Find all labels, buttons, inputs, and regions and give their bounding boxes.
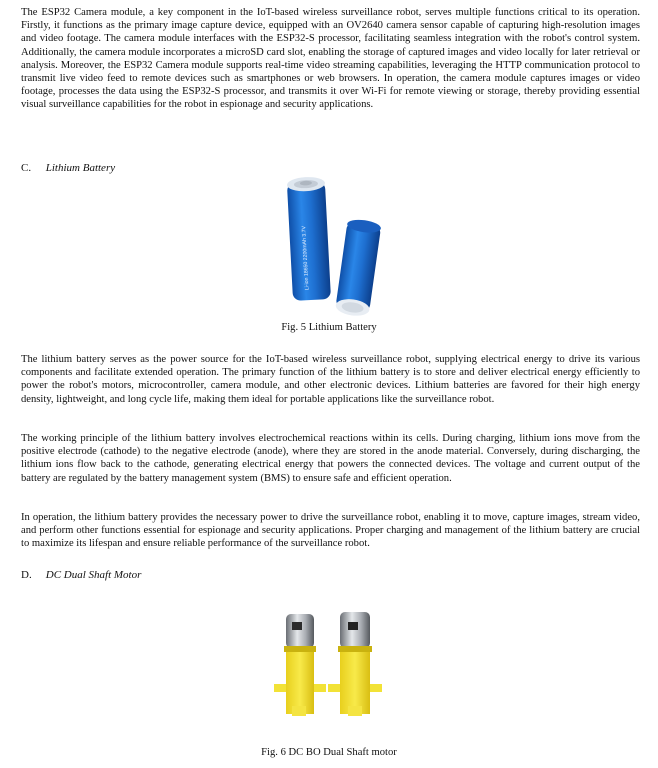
intro-paragraph: The ESP32 Camera module, a key component in the IoT-based wireless surveillance robot, serves multiple functions critical to its operation. Firstly, it functions as the primary image capture device, equipped with an OV2640 camera sensor capable of capturing high-resolution images and video footage. The camera module interfaces with the ESP32-S processor, facilitating seamless integration with the robot's control system. Additionally, the camera module incorporates a microSD card slot, enabling the storage of captured images and video locally for later retrieval or analysis. Moreover, the ESP32 Camera module supports real-time video streaming capabilities, leveraging the HTTP communication protocol to transmit live video feed to remote devices such as smartphones or web browsers. In operation, the camera module captures images or video footage, processes the data using the ESP32-S processor, and transmits it over Wi-Fi for remote viewing or storage, thereby providing essential visual surveillance capabilities for the robot in espionage and security applications. [21, 7, 640, 111]
battery-cell-right [335, 218, 382, 318]
battery-paragraph-3: In operation, the lithium battery provides the necessary power to drive the surveillance robot, enabling it to move, capture images, stream video, and perform other functions essential for espionage and security applications. Proper charging and management of the lithium battery are crucial to maximize its lifespan and ensure reliable performance of the surveillance robot. [21, 512, 640, 550]
section-d-number: D. [21, 569, 32, 581]
battery-label-text: Li-ion 18650 2200mAh 3.7V [301, 225, 311, 291]
battery-paragraph-2: The working principle of the lithium battery involves electrochemical reactions within its cells. During charging, lithium ions move from the positive electrode (cathode) to the negative electrode (anode), where they are stored in the anode material. Conversely, during discharging, the lithium ions flow back to the cathode, generating electrical energy that powers the connected devices. The voltage and current output of the battery are regulated by the battery management system (BMS) to ensure safe and efficient operation. [21, 433, 640, 484]
motor-right [328, 612, 382, 716]
battery-paragraph-1: The lithium battery serves as the power source for the IoT-based wireless surveillance robot, supplying electrical energy to drive its various components and facilitate extended operation. The primary function of the lithium battery is to store and deliver electrical energy efficiently to power the robot's motors, microcontroller, camera module, and other electronic devices. Lithium batteries are favored for their high energy density, lightweight, and long cycle life, making them ideal for portable applications like the surveillance robot. [21, 354, 640, 405]
fig5-caption: Fig. 5 Lithium Battery [281, 322, 377, 333]
dc-motor-figure [266, 608, 392, 720]
section-c-title: Lithium Battery [45, 162, 116, 174]
lithium-battery-figure [270, 172, 388, 320]
section-d-title: DC Dual Shaft Motor [45, 569, 142, 581]
section-c-number: C. [21, 162, 32, 174]
battery-cell-left [287, 176, 331, 301]
section-d-heading [21, 569, 141, 581]
section-c-heading [21, 162, 115, 174]
motor-left [274, 614, 326, 716]
fig6-caption: Fig. 6 DC BO Dual Shaft motor [261, 747, 397, 758]
